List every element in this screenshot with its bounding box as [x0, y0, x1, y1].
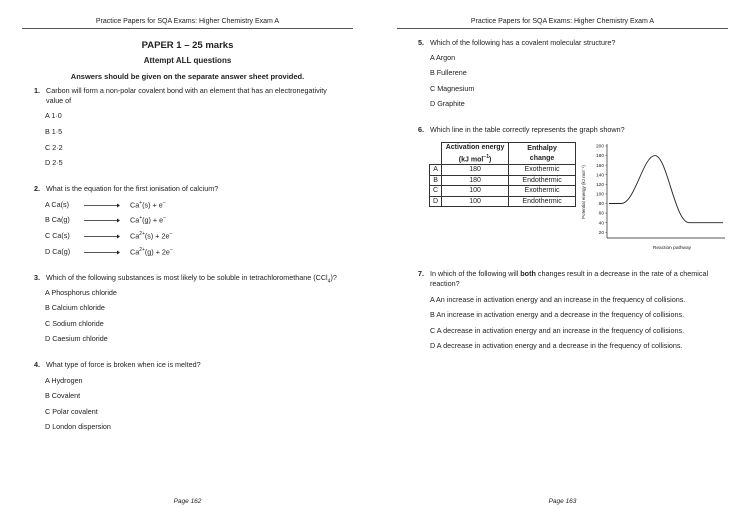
q1-option-a[interactable]: A 1·0 — [45, 111, 62, 120]
q1-option-c[interactable]: C 2·2 — [45, 143, 63, 152]
q7-option-d[interactable]: D A decrease in activation energy and a decrease in the frequency of collisions. — [430, 341, 683, 350]
energy-profile-graph — [580, 140, 730, 255]
activation-cell: 100 — [442, 196, 509, 207]
page-number: Page 162 — [173, 498, 202, 505]
y-tick-label: 180 — [595, 154, 604, 160]
paper-instruction: Answers should be given on the separate answer sheet provided. — [70, 72, 305, 81]
table-row[interactable] — [430, 186, 576, 197]
right-page — [375, 0, 750, 518]
q1-option-b[interactable]: B 1·5 — [45, 127, 63, 136]
y-tick-label: 140 — [595, 173, 604, 179]
q5-option-a[interactable]: A Argon — [430, 53, 456, 62]
q4-option-c[interactable]: C Polar covalent — [45, 407, 98, 416]
question-text: What type of force is broken when ice is melted? — [46, 360, 201, 369]
arrow-icon — [84, 234, 120, 239]
table-row[interactable] — [430, 165, 576, 176]
q3-option-a[interactable]: A Phosphorus chloride — [45, 288, 117, 297]
question-text: Which of the following substances is most likely to be soluble in tetrachloromethane (CCl$_4$)? — [46, 273, 337, 285]
paper-title: PAPER 1 – 25 marks — [141, 40, 234, 51]
answer-table — [429, 142, 576, 207]
graph-y-ticks — [596, 144, 607, 236]
header-rule — [397, 28, 728, 29]
y-tick-label: 60 — [598, 211, 604, 217]
question-number: 1. — [34, 86, 40, 95]
activation-cell: 180 — [442, 165, 509, 176]
running-head-text: Practice Papers for SQA Exams: Higher Chemistry Exam A — [95, 18, 280, 25]
row-label: D — [430, 196, 442, 207]
question-number: 5. — [418, 38, 424, 47]
q3-option-b[interactable]: B Calcium chloride — [45, 303, 105, 312]
q5-option-c[interactable]: C Magnesium — [430, 84, 475, 93]
activation-cell: 100 — [442, 186, 509, 197]
page-number: Page 163 — [548, 498, 577, 505]
arrow-icon — [84, 250, 120, 255]
question-number: 7. — [418, 269, 424, 278]
row-label: B — [430, 175, 442, 186]
graph-y-axis-label: Potential energy (kJ mol⁻¹) — [581, 165, 586, 219]
enthalpy-cell: Exothermic — [509, 186, 576, 197]
question-number: 6. — [418, 125, 424, 134]
question-number: 2. — [34, 184, 40, 193]
q4-option-a[interactable]: A Hydrogen — [45, 376, 83, 385]
row-label: A — [430, 165, 442, 176]
q1-option-d[interactable]: D 2·5 — [45, 158, 63, 167]
q7-option-b[interactable]: B An increase in activation energy and a decrease in the frequency of collisions. — [430, 310, 685, 319]
question-text: In which of the following will both changes result in a decrease in the rate of a chemical reaction? — [430, 269, 709, 288]
enthalpy-cell: Endothermic — [509, 175, 576, 186]
q7-option-c[interactable]: C A decrease in activation energy and an increase in the frequency of collisions. — [430, 326, 685, 335]
q4-option-d[interactable]: D London dispersion — [45, 422, 111, 431]
q3-option-d[interactable]: D Caesium chloride — [45, 334, 108, 343]
q7-option-a[interactable]: A An increase in activation energy and an increase in the frequency of collisions. — [430, 295, 686, 304]
running-head-text: Practice Papers for SQA Exams: Higher Chemistry Exam A — [470, 18, 655, 25]
q5-option-d[interactable]: D Graphite — [430, 99, 465, 108]
left-page: Practice Papers for SQA Exams: Higher Chemistry Exam A PAPER 1 – 25 marks Attempt ALL questions Answers should be given on the separate answer sheet provided. 1. Carbon will form a non-polar covalent bond with an element that has an electronegativity value of A 1·0 B 1·5 C 2·2 D 2·5 2. What is the equation for the first ionisation of calcium? A Ca(s) Ca+(s) + e– B Ca(g) Ca+(g) + e– C Ca(s) $Ca^{2+}(s) + 2e^-$ D Ca(g) $Ca^{2+}(g) + 2e^-$ 3. Which of the following substances is most likely to be soluble in tetrachloromethane (CCl$_4$)? A Phosphorus chloride B Calcium chloride C Sodium chloride D Caesium chloride 4. What type of force is broken when ice is melted? A Hydrogen B Covalent C Polar covalent D London dispersion Page 162 — [0, 0, 375, 518]
running-head — [375, 18, 750, 25]
y-tick-label: 80 — [598, 202, 604, 208]
y-tick-label: 100 — [595, 192, 604, 198]
y-tick-label: 200 — [595, 144, 604, 150]
column-header-enthalpy: Enthalpy change — [509, 143, 576, 165]
question-text: Which line in the table correctly represents the graph shown? — [430, 125, 625, 134]
activation-cell: 180 — [442, 175, 509, 186]
enthalpy-cell: Endothermic — [509, 196, 576, 207]
y-tick-label: 40 — [598, 221, 604, 227]
header-rule — [22, 28, 353, 29]
row-label: C — [430, 186, 442, 197]
q4-option-b[interactable]: B Covalent — [45, 391, 81, 400]
energy-curve — [609, 156, 723, 223]
y-tick-label: 20 — [598, 230, 604, 236]
table-row[interactable] — [430, 175, 576, 186]
table-row[interactable] — [430, 196, 576, 207]
enthalpy-cell: Exothermic — [509, 165, 576, 176]
question-number: 3. — [34, 273, 40, 282]
question-text: What is the equation for the first ionisation of calcium? — [46, 184, 219, 193]
question-text: Which of the following has a covalent molecular structure? — [430, 38, 616, 47]
y-tick-label: 160 — [595, 163, 604, 169]
table-header-row — [430, 143, 576, 165]
question-number: 4. — [34, 360, 40, 369]
y-tick-label: 120 — [595, 182, 604, 188]
running-head — [0, 18, 375, 25]
question-text: Carbon will form a non-polar covalent bond with an element that has an electronegativity value of — [46, 86, 327, 105]
column-header-activation: Activation energy (kJ mol$^{-1}$) — [442, 143, 509, 165]
arrow-icon — [84, 203, 120, 208]
graph-x-axis-label: Reaction pathway — [652, 246, 692, 251]
paper-subtitle: Attempt ALL questions — [143, 56, 232, 65]
arrow-icon — [84, 218, 120, 223]
q3-option-c[interactable]: C Sodium chloride — [45, 319, 104, 328]
q5-option-b[interactable]: B Fullerene — [430, 68, 467, 77]
